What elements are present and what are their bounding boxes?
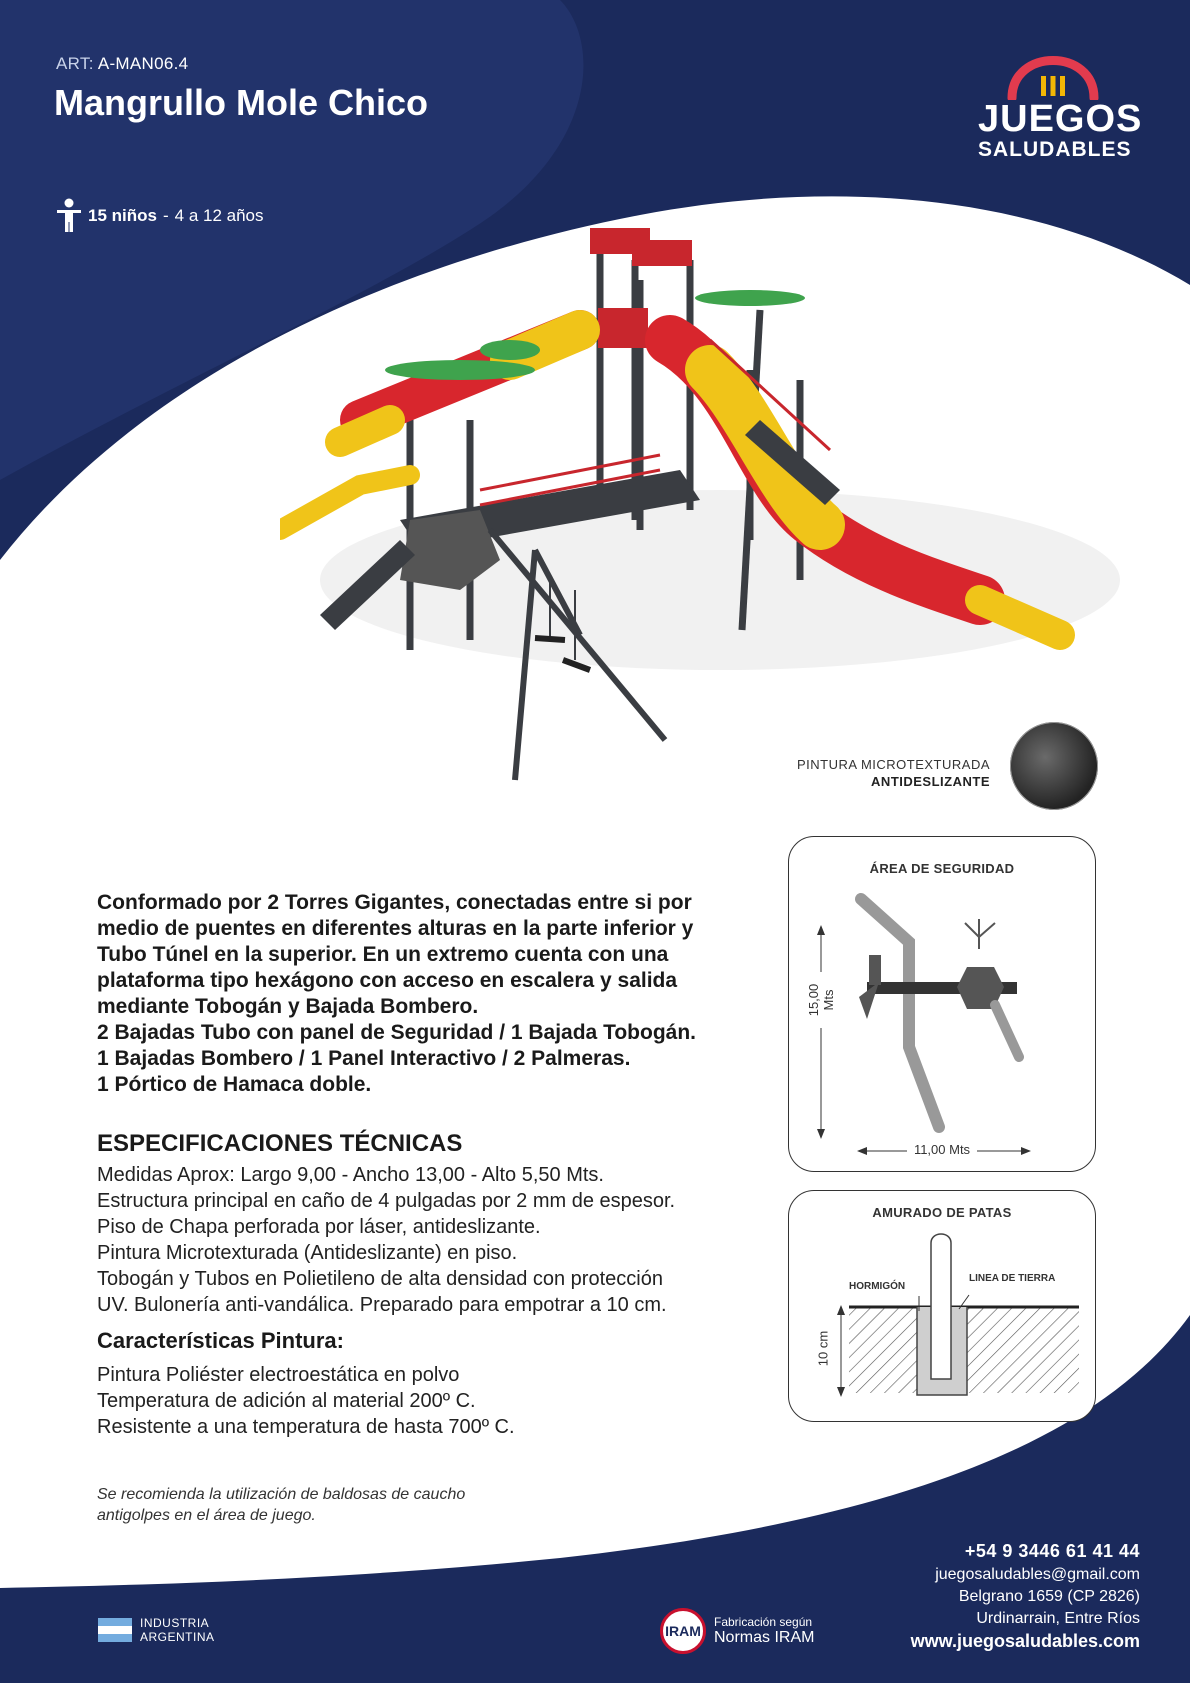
address-line2: Urdinarrain, Entre Ríos xyxy=(976,1610,1140,1627)
paint-line: Pintura Poliéster electroestática en polvo xyxy=(97,1364,460,1386)
note-line: antigolpes en el área de juego. xyxy=(97,1507,316,1524)
anchoring-title: AMURADO DE PATAS xyxy=(872,1205,1012,1220)
safety-height-label: 15,00 Mts xyxy=(806,972,836,1028)
anchoring-diagram xyxy=(789,1191,1095,1421)
description-line: Conformado por 2 Torres Gigantes, conectadas entre si por xyxy=(97,891,692,914)
description-line: 1 Bajadas Bombero / 1 Panel Interactivo / 2 Palmeras. xyxy=(97,1047,631,1070)
page-title: Mangrullo Mole Chico xyxy=(54,82,428,123)
brand-line1: JUEGOS xyxy=(978,98,1143,140)
address-line1: Belgrano 1659 (CP 2826) xyxy=(958,1588,1140,1605)
description-line: medio de puentes en diferentes alturas en la parte inferior y xyxy=(97,917,694,940)
paint-line: Temperatura de adición al material 200º C. xyxy=(97,1390,476,1412)
paint-sample-label xyxy=(797,756,990,790)
argentina-flag-icon xyxy=(98,1618,132,1642)
kids-separator: - xyxy=(162,206,169,225)
capacity-info xyxy=(56,198,264,234)
website-link[interactable]: www.juegosaludables.com xyxy=(910,1631,1140,1651)
iram-certification xyxy=(660,1608,814,1654)
safety-area-box xyxy=(788,836,1096,1172)
spec-line: Tobogán y Tubos en Polietileno de alta densidad con protección xyxy=(97,1268,663,1290)
industria-line2: ARGENTINA xyxy=(140,1630,215,1644)
safety-width-label: 11,00 Mts xyxy=(907,1142,977,1157)
specs-heading: ESPECIFICACIONES TÉCNICAS xyxy=(97,1130,463,1157)
paint-sample-line2: ANTIDESLIZANTE xyxy=(871,774,990,789)
contact-info xyxy=(911,1540,1140,1652)
iram-line1: Fabricación según xyxy=(714,1615,813,1629)
paint-sample-line1: PINTURA MICROTEXTURADA xyxy=(796,757,990,772)
iram-logo-icon: IRAM xyxy=(660,1608,706,1654)
paint-list xyxy=(97,1362,717,1440)
specs-list xyxy=(97,1162,747,1318)
recommendation-note xyxy=(97,1484,577,1526)
industria-line1: INDUSTRIA xyxy=(140,1616,210,1630)
email-address[interactable]: juegosaludables@gmail.com xyxy=(935,1566,1140,1583)
spec-line: Pintura Microtexturada (Antideslizante) en piso. xyxy=(97,1242,518,1264)
spec-line: Piso de Chapa perforada por láser, antideslizante. xyxy=(97,1216,541,1238)
article-code xyxy=(56,54,188,74)
spec-line: UV. Bulonería anti-vandálica. Preparado para empotrar a 10 cm. xyxy=(97,1294,667,1316)
tower-panel xyxy=(598,308,648,348)
kids-count: 15 niños xyxy=(88,206,157,225)
spec-line: Estructura principal en caño de 4 pulgadas por 2 mm de espesor. xyxy=(97,1190,676,1212)
description-line: mediante Tobogán y Bajada Bombero. xyxy=(97,995,479,1018)
description-line: Tubo Túnel en la superior. En un extremo cuenta con una xyxy=(97,943,669,966)
description-line: plataforma tipo hexágono con acceso en escalera y salida xyxy=(97,969,678,992)
paint-line: Resistente a una temperatura de hasta 700º C. xyxy=(97,1416,515,1438)
brand-line2: SALUDABLES xyxy=(978,138,1132,161)
anchoring-box xyxy=(788,1190,1096,1422)
article-label: ART: xyxy=(56,54,94,73)
description-line: 2 Bajadas Tubo con panel de Seguridad / 1 Bajada Tobogán. xyxy=(97,1021,696,1044)
paint-heading: Características Pintura: xyxy=(97,1328,344,1353)
safety-area-title: ÁREA DE SEGURIDAD xyxy=(869,861,1015,876)
iram-line2: Normas IRAM xyxy=(714,1629,815,1646)
phone-number[interactable]: +54 9 3446 61 41 44 xyxy=(964,1541,1140,1561)
ground-line-label: LINEA DE TIERRA xyxy=(969,1273,1056,1284)
industria-argentina xyxy=(98,1616,215,1644)
paint-sample-swatch xyxy=(1010,722,1098,810)
article-code-value: A-MAN06.4 xyxy=(97,54,189,73)
product-description xyxy=(97,890,737,1098)
depth-label: 10 cm xyxy=(816,1329,831,1369)
child-icon xyxy=(56,198,82,234)
spec-line: Medidas Aprox: Largo 9,00 - Ancho 13,00 - Alto 5,50 Mts. xyxy=(97,1164,604,1186)
brand-logo xyxy=(978,56,1143,162)
kids-age: 4 a 12 años xyxy=(174,206,264,225)
logo-arc-icon xyxy=(1006,56,1100,100)
description-line: 1 Pórtico de Hamaca doble. xyxy=(97,1073,372,1096)
roof-2 xyxy=(632,240,692,266)
note-line: Se recomienda la utilización de baldosas de caucho xyxy=(97,1486,466,1503)
concrete-label: HORMIGÓN xyxy=(849,1281,906,1292)
